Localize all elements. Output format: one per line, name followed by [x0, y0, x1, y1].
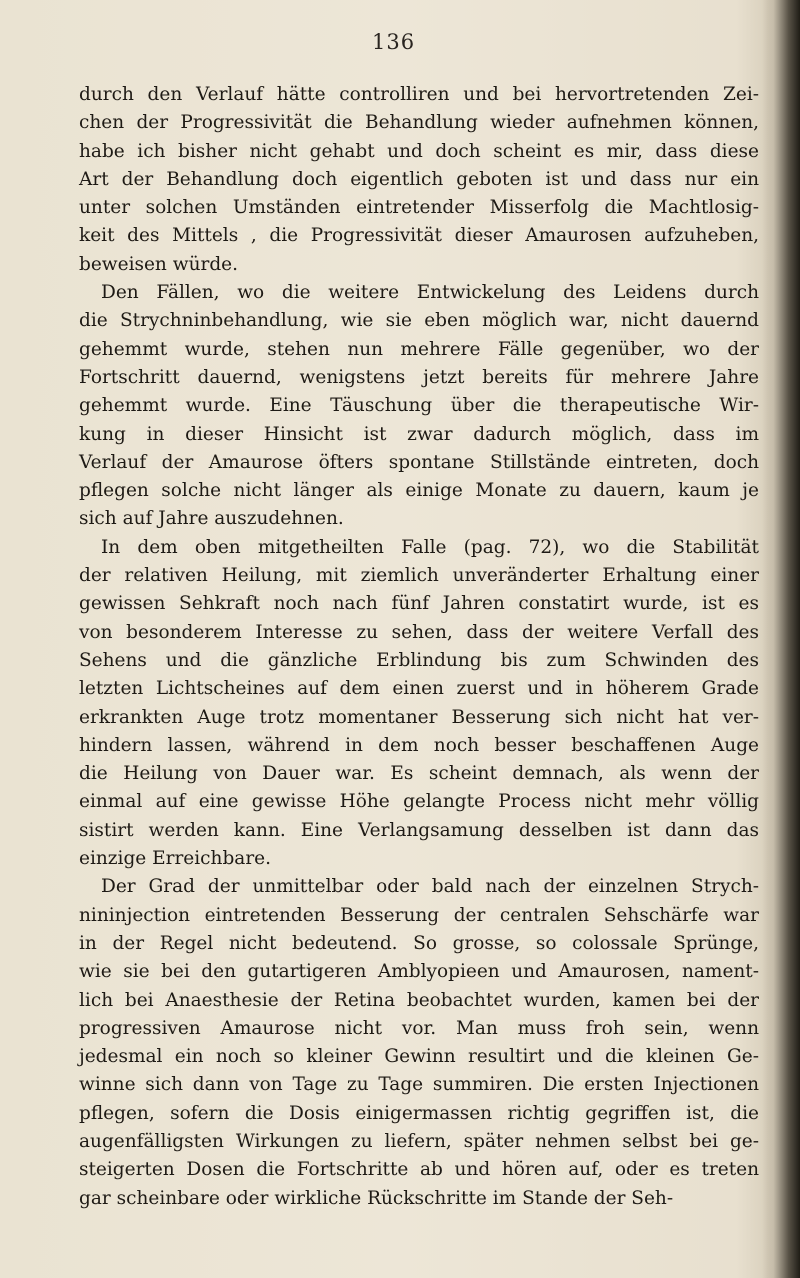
text-line: jedesmal ein noch so kleiner Gewinn resultirt und die kleinen Ge- — [79, 1046, 759, 1068]
text-line: augenfälligsten Wirkungen zu liefern, später nehmen selbst bei ge- — [79, 1130, 759, 1152]
text-line: keit des Mittels , die Progressivität dieser Amaurosen aufzuheben, — [79, 225, 759, 247]
text-line: Art der Behandlung doch eigentlich geboten ist und dass nur ein — [79, 168, 759, 190]
text-line: steigerten Dosen die Fortschritte ab und hören auf, oder es treten — [79, 1159, 759, 1181]
text-line: sich auf Jahre auszudehnen. — [79, 508, 344, 530]
text-line: die Strychninbehandlung, wie sie eben möglich war, nicht dauernd — [79, 310, 759, 332]
text-line: einzige Erreichbare. — [79, 848, 271, 870]
text-line: Sehens und die gänzliche Erblindung bis zum Schwinden des — [79, 649, 759, 671]
text-line: erkrankten Auge trotz momentaner Besserung sich nicht hat ver- — [79, 706, 759, 728]
paragraph — [79, 81, 759, 279]
paragraph — [79, 873, 759, 1213]
text-line: kung in dieser Hinsicht ist zwar dadurch möglich, dass im — [79, 423, 759, 445]
text-line: hindern lassen, während in dem noch besser beschaffenen Auge — [79, 734, 759, 756]
text-line: der relativen Heilung, mit ziemlich unveränderter Erhaltung einer — [79, 565, 759, 587]
text-line: Den Fällen, wo die weitere Entwickelung des Leidens durch — [101, 282, 759, 304]
text-line: gehemmt wurde. Eine Täuschung über die therapeutische Wir- — [79, 395, 759, 417]
text-line: habe ich bisher nicht gehabt und doch scheint es mir, dass diese — [79, 140, 759, 162]
text-line: Verlauf der Amaurose öfters spontane Stillstände eintreten, doch — [79, 451, 759, 473]
text-line: wie sie bei den gutartigeren Amblyopieen und Amaurosen, nament- — [79, 961, 759, 983]
text-line: chen der Progressivität die Behandlung wieder aufnehmen können, — [79, 112, 759, 134]
text-line: In dem oben mitgetheilten Falle (pag. 72), wo die Stabilität — [101, 536, 759, 558]
text-line: gar scheinbare oder wirkliche Rückschritte im Stande der Seh- — [79, 1187, 674, 1209]
body-text — [79, 81, 759, 1213]
paragraph — [79, 279, 759, 534]
text-line: sistirt werden kann. Eine Verlangsamung desselben ist dann das — [79, 819, 759, 841]
page-edge-shadow — [762, 0, 800, 1278]
paragraph — [79, 534, 759, 874]
text-line: in der Regel nicht bedeutend. So grosse, so colossale Sprünge, — [79, 932, 759, 954]
text-line: beweisen würde. — [79, 253, 238, 275]
text-line: Fortschritt dauernd, wenigstens jetzt bereits für mehrere Jahre — [79, 366, 759, 388]
text-line: lich bei Anaesthesie der Retina beobachtet wurden, kamen bei der — [79, 989, 759, 1011]
text-line: gehemmt wurde, stehen nun mehrere Fälle gegenüber, wo der — [79, 338, 759, 360]
text-line: die Heilung von Dauer war. Es scheint demnach, als wenn der — [79, 763, 759, 785]
page-number: 136 — [372, 30, 416, 54]
text-line: pflegen, sofern die Dosis einigermassen richtig gegriffen ist, die — [79, 1102, 759, 1124]
text-line: durch den Verlauf hätte controlliren und bei hervortretenden Zei- — [79, 84, 759, 105]
text-line: nininjection eintretenden Besserung der centralen Sehschärfe war — [79, 904, 759, 926]
text-line: gewissen Sehkraft noch nach fünf Jahren constatirt wurde, ist es — [79, 593, 759, 615]
text-line: unter solchen Umständen eintretender Misserfolg die Machtlosig- — [79, 197, 759, 219]
text-line: von besonderem Interesse zu sehen, dass der weitere Verfall des — [79, 621, 759, 643]
text-line: progressiven Amaurose nicht vor. Man muss froh sein, wenn — [79, 1017, 759, 1039]
text-line: winne sich dann von Tage zu Tage summiren. Die ersten Injectionen — [79, 1074, 759, 1096]
text-line: einmal auf eine gewisse Höhe gelangte Process nicht mehr völlig — [79, 791, 759, 813]
text-line: pflegen solche nicht länger als einige Monate zu dauern, kaum je — [79, 480, 759, 502]
text-line: Der Grad der unmittelbar oder bald nach der einzelnen Strych- — [101, 876, 759, 898]
text-line: letzten Lichtscheines auf dem einen zuerst und in höherem Grade — [79, 678, 759, 700]
